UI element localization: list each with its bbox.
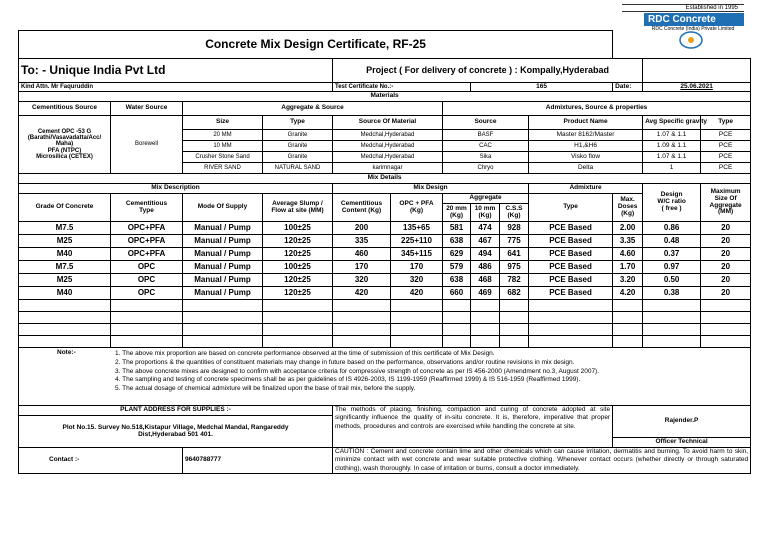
materials-heading: Materials	[19, 92, 751, 102]
mix-row: M25 OPC+PFA Manual / Pump 120±25 335 225+110 638 467 775 PCE Based 3.35 0.48 20	[19, 235, 751, 248]
test-certificate-label: Test Certificate No.:-	[333, 83, 471, 92]
empty-row	[19, 300, 751, 312]
max-doses-header: Max. Doses (Kg)	[613, 194, 643, 222]
admix-type-col-header: Type	[529, 194, 613, 222]
certificate-date: 25.06.2021	[643, 83, 751, 92]
note-item: 1. The above mix proportion are based on concrete performance observed at the time of submission of this certificate of Mix Design.	[115, 350, 495, 357]
signatory-designation: Officer Technical	[613, 438, 751, 448]
water-source-header: Water Source	[111, 102, 183, 116]
empty-row	[19, 324, 751, 336]
wc-ratio-header: Design W/C ratio ( free )	[643, 184, 701, 222]
note-item: 4. The sampling and testing of concrete specimens shall be as per guidelines of IS 4926-2003, IS 1199-1959 (Reaffirmed 1999) & IS 516-1959 (Reaffirmed 1999).	[115, 376, 581, 384]
product-name-header: Product Name	[529, 116, 643, 130]
type-header: Type	[263, 116, 333, 130]
mix-design-header: Mix Design	[333, 184, 529, 194]
admix-type-header: Type	[701, 116, 751, 130]
mix-row: M25 OPC Manual / Pump 120±25 320 320 638 468 782 PCE Based 3.20 0.50 20	[19, 274, 751, 287]
mix-description-header: Mix Description	[19, 184, 333, 194]
mix-row: M7.5 OPC+PFA Manual / Pump 100±25 200 135+65 581 474 928 PCE Based 2.00 0.86 20	[19, 222, 751, 235]
contact-number: 9640788777	[183, 448, 333, 474]
mode-of-supply-header: Mode Of Supply	[183, 194, 263, 222]
contact-label: Contact :-	[19, 448, 183, 474]
agg-20mm-header: 20 mm (Kg)	[443, 204, 471, 222]
certificate-sheet	[18, 30, 750, 508]
mix-row: M7.5 OPC Manual / Pump 100±25 170 170 579 486 975 PCE Based 1.70 0.97 20	[19, 261, 751, 274]
date-label: Date:	[613, 83, 643, 92]
note-item: 3. The above concrete mixes are designed to confirm with acceptance criteria for compressive strength of concrete as per IS 456-2000 (Amendment no.3, August 2007).	[115, 367, 600, 375]
brand-name: RDC Concrete	[644, 13, 744, 26]
established-text: Established in 1995	[622, 4, 744, 12]
mix-row: M40 OPC Manual / Pump 120±25 420 420 660 469 682 PCE Based 4.20 0.38 20	[19, 287, 751, 300]
notes-block	[19, 348, 751, 406]
test-certificate-number: 165	[471, 83, 613, 92]
water-source: Borewell	[111, 116, 183, 174]
material-row: 10 MM Granite Medchal,Hyderabad CAC H1,&H6 1.09 & 1.1 PCE	[19, 141, 751, 152]
admixtures-header: Admixtures, Source & properties	[443, 102, 751, 116]
note-item: 5. The actual dosage of chemical admixture will be finalized upon the base of trail mix, before the supply.	[115, 385, 416, 393]
caution-text: CAUTION : Cement and concrete contain lime and other chemicals which can cause irritation, dermatitis and burning. To avoid harm to skin, minimize contact with wet concrete and wear suitable protective clothing. Whenever contact occurs (whether directly or through saturated clothing), wash thoroughly. In case of irritation or burns, consult a doctor immediately.	[333, 448, 751, 474]
opc-pfa-header: OPC + PFA (Kg)	[391, 194, 443, 222]
aggregate-source-header: Aggregate & Source	[183, 102, 443, 116]
cementitious-source: Cement OPC -53 G (Barathi/Vasavadatta/Acc/ Maha) PFA (NTPC) Microsilica (CETEX)	[19, 116, 111, 174]
aggregate-header: Aggregate	[443, 194, 529, 204]
methods-text: The methods of placing, finishing, compaction and curing of concrete adopted at site significantly influence the quality of in-situ concrete. It is, therefore, imperative that proper methods, procedures and controls are exercised while handling the concrete at site.	[333, 406, 613, 448]
plant-address: Plot No.15. Survey No.518,Kistapur Village, Medchal Mandal, Rangareddy Dist,Hyderabad 501 401.	[19, 416, 333, 448]
cementitious-source-header: Cementitious Source	[19, 102, 111, 116]
material-row: RIVER SAND NATURAL SAND karimnagar Chryo Delta 1 PCE	[19, 163, 751, 174]
notes-label: Note:-	[57, 349, 76, 356]
brand-subtitle: RDC Concrete (India) Private Limited	[651, 26, 735, 32]
mix-details-heading: Mix Details	[19, 174, 751, 184]
recipient: To: - Unique India Pvt Ltd	[19, 59, 333, 83]
material-row: 20 MM Granite Medchal,Hyderabad BASF Master 8162/Master 1.07 & 1.1 PCE	[19, 130, 751, 141]
max-aggregate-header: Maximum Size Of Aggregate (MM)	[701, 184, 751, 222]
kind-attention: Kind Attn. Mr Faquruddin	[19, 83, 333, 92]
agg-10mm-header: 10 mm (Kg)	[471, 204, 500, 222]
source-material-header: Source Of Material	[333, 116, 443, 130]
material-row: Crusher Stone Sand Granite Medchal,Hyderabad Sika Visko flow 1.07 & 1.1 PCE	[19, 152, 751, 163]
empty-row	[19, 312, 751, 324]
specific-gravity-header: Avg Specific gravity	[643, 116, 701, 130]
empty-row	[19, 336, 751, 348]
certificate-title: Concrete Mix Design Certificate, RF-25	[19, 31, 613, 59]
certificate-table	[18, 30, 751, 474]
grade-header: Grade Of Concrete	[19, 194, 111, 222]
cementitious-content-header: Cementitious Content (Kg)	[333, 194, 391, 222]
cementitious-type-header: Cementitious Type	[111, 194, 183, 222]
admixture-header: Admixture	[529, 184, 643, 194]
signatory-name: Rajender.P	[613, 406, 751, 438]
plant-address-label: PLANT ADDRESS FOR SUPPLIES :-	[19, 406, 333, 416]
mix-row: M40 OPC+PFA Manual / Pump 120±25 460 345+115 629 494 641 PCE Based 4.60 0.37 20	[19, 248, 751, 261]
project-name: Project ( For delivery of concrete ) : Kompally,Hyderabad	[333, 59, 643, 83]
admix-source-header: Source	[443, 116, 529, 130]
slump-header: Average Slump / Flow at site (MM)	[263, 194, 333, 222]
size-header: Size	[183, 116, 263, 130]
note-item: 2. The proportions & the quantities of constituent materials may change in future based on the performance, observations and/or routine revisions in mix design.	[115, 358, 575, 366]
agg-css-header: C.S.S (Kg)	[500, 204, 529, 222]
